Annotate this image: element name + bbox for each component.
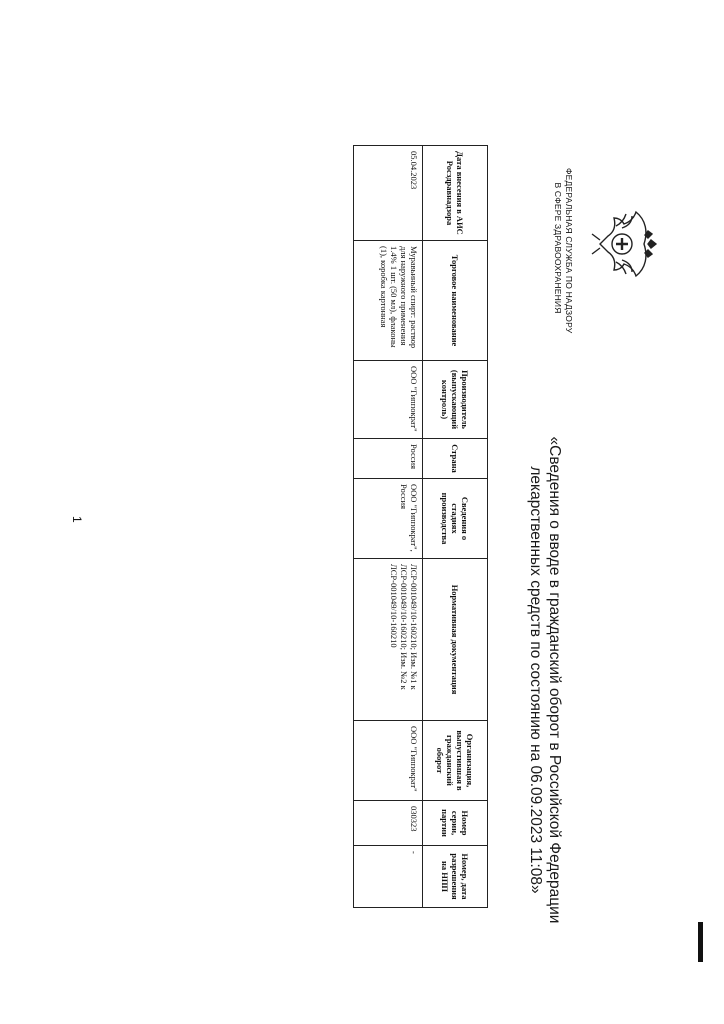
column-header: Сведения о стадиях производства bbox=[423, 479, 488, 559]
cell-permit: - bbox=[354, 846, 423, 908]
column-header: Номер, дата разрешения на НПП bbox=[423, 846, 488, 908]
column-header: Номер серии, партии bbox=[423, 801, 488, 846]
column-header: Страна bbox=[423, 439, 488, 479]
agency-name-line2: В СФЕРЕ ЗДРАВООХРАНЕНИЯ bbox=[553, 182, 563, 314]
table-row bbox=[354, 146, 423, 908]
cell-stages: ООО "Гиппократ", Россия bbox=[354, 479, 423, 559]
cell-date: 05.04.2023 bbox=[354, 146, 423, 241]
table-header-row bbox=[423, 146, 488, 908]
cell-batch: 030323 bbox=[354, 801, 423, 846]
cell-normative-doc: ЛСР-001049/10-160210; Изм. №1 к ЛСР-001049/10-160210; Изм. №2 к ЛСР-001049/10-160210 bbox=[354, 559, 423, 721]
double-headed-eagle-emblem-icon bbox=[590, 206, 662, 282]
cell-organization: ООО "Гиппократ" bbox=[354, 721, 423, 801]
agency-name-line1: ФЕДЕРАЛЬНАЯ СЛУЖБА ПО НАДЗОРУ bbox=[564, 168, 574, 334]
column-header: Производитель (выпускающий контроль) bbox=[423, 361, 488, 439]
document-title-line2: лекарственных средств по состоянию на 06.09.2023 11:08» bbox=[527, 466, 544, 894]
cell-country: Россия bbox=[354, 439, 423, 479]
agency-name bbox=[552, 168, 574, 334]
document-title bbox=[526, 360, 564, 1000]
column-header: Торговое наименование bbox=[423, 241, 488, 361]
column-header: Организация, выпустившая в гражданский оборот bbox=[423, 721, 488, 801]
page-number: 1 bbox=[70, 516, 84, 523]
cell-trade-name: Муравьиный спирт: раствор для наружного применения 1.4% 1 шт. (50 мл), флаконы (1), коробка картонная bbox=[354, 241, 423, 361]
column-header: Нормативная документация bbox=[423, 559, 488, 721]
scan-edge-mark bbox=[698, 922, 703, 962]
document-title-line1: «Сведения о вводе в гражданский оборот в Российской Федерации bbox=[546, 436, 563, 924]
cell-manufacturer: ООО "Гиппократ" bbox=[354, 361, 423, 439]
release-info-table bbox=[353, 145, 488, 908]
column-header: Дата внесения в АИС Росздравнадзора bbox=[423, 146, 488, 241]
